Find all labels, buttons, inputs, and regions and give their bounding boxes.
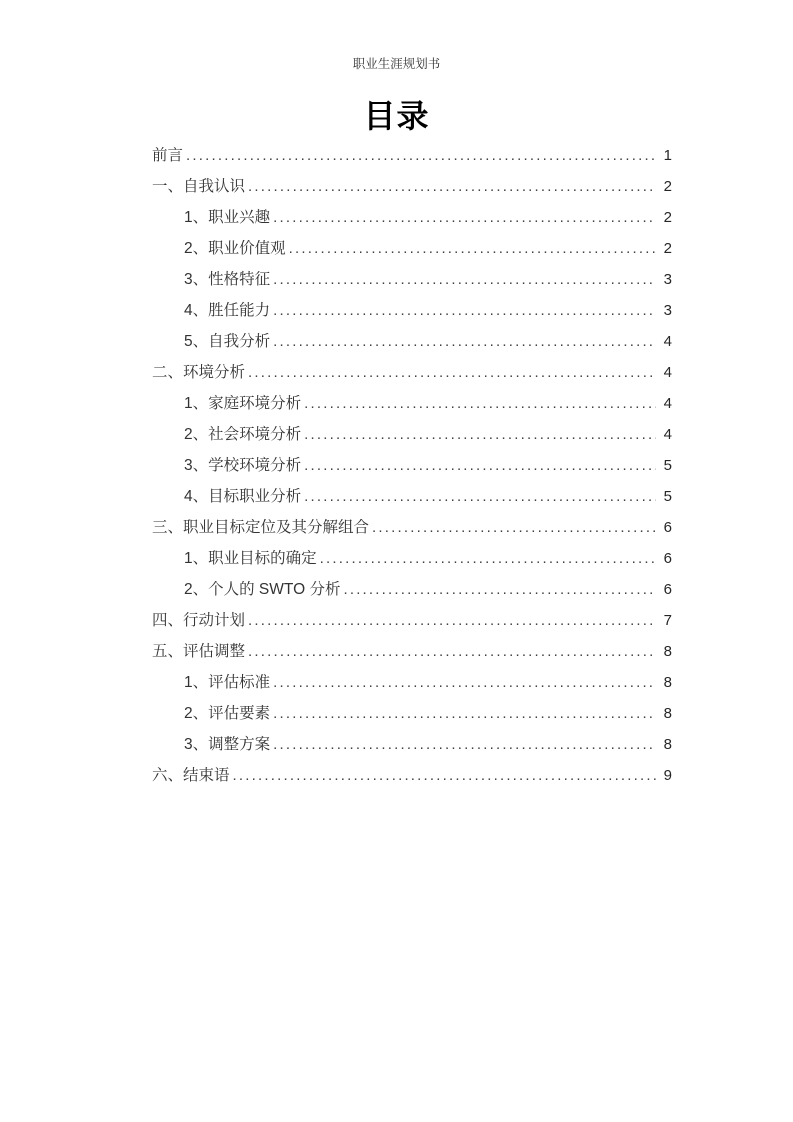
toc-leader-dots: [301, 450, 656, 481]
toc-entry-page: 1: [663, 147, 672, 164]
toc-entry-page: 5: [663, 488, 672, 505]
toc-entry[interactable]: [152, 667, 672, 698]
toc-entry-page: 4: [663, 364, 672, 381]
toc-entry-label: 2、职业价值观: [184, 240, 286, 257]
toc-entry-label: 1、评估标准: [184, 674, 271, 691]
toc-entry-label: 六、结束语: [152, 767, 230, 784]
toc-entry-label: 一、自我认识: [152, 178, 246, 195]
toc-entry[interactable]: [152, 512, 672, 543]
toc-entry[interactable]: [152, 202, 672, 233]
toc-entry-label: 4、目标职业分析: [184, 488, 302, 505]
toc-entry[interactable]: [152, 729, 672, 760]
toc-entry[interactable]: [152, 760, 672, 791]
toc-entry-page: 3: [663, 302, 672, 319]
toc-entry[interactable]: [152, 605, 672, 636]
toc-leader-dots: [317, 543, 656, 574]
toc-entry[interactable]: [152, 481, 672, 512]
toc-entry-page: 2: [663, 240, 672, 257]
toc-entry-label: 3、调整方案: [184, 736, 271, 753]
toc-title: 目录: [363, 98, 430, 134]
toc-entry[interactable]: [152, 264, 672, 295]
toc-entry[interactable]: [152, 450, 672, 481]
toc-leader-dots: [270, 698, 656, 729]
toc-entry-page: 5: [663, 457, 672, 474]
toc-list: [152, 140, 672, 791]
toc-entry-page: 8: [663, 705, 672, 722]
toc-entry[interactable]: [152, 357, 672, 388]
toc-entry-label: 五、评估调整: [152, 643, 246, 660]
toc-leader-dots: [230, 760, 656, 791]
toc-leader-dots: [270, 202, 656, 233]
toc-leader-dots: [286, 233, 656, 264]
toc-entry-label: 1、家庭环境分析: [184, 395, 302, 412]
toc-entry-label: 5、自我分析: [184, 333, 271, 350]
toc-entry-label: 前言: [152, 147, 184, 164]
toc-leader-dots: [369, 512, 656, 543]
toc-entry-page: 8: [663, 643, 672, 660]
toc-entry[interactable]: [152, 698, 672, 729]
toc-entry-label: 2、评估要素: [184, 705, 271, 722]
toc-entry-page: 3: [663, 271, 672, 288]
toc-entry[interactable]: [152, 543, 672, 574]
toc-entry[interactable]: [152, 295, 672, 326]
toc-entry-label: 2、社会环境分析: [184, 426, 302, 443]
document-header-title: 职业生涯规划书: [352, 57, 441, 71]
toc-entry[interactable]: [152, 140, 672, 171]
toc-entry-page: 8: [663, 674, 672, 691]
toc-leader-dots: [270, 326, 656, 357]
toc-entry-page: 4: [663, 333, 672, 350]
toc-leader-dots: [301, 419, 656, 450]
toc-entry[interactable]: [152, 233, 672, 264]
toc-entry[interactable]: [152, 419, 672, 450]
toc-entry-page: 6: [663, 581, 672, 598]
toc-entry-page: 9: [663, 767, 672, 784]
toc-entry-label: 三、职业目标定位及其分解组合: [152, 519, 370, 536]
toc-entry-page: 7: [663, 612, 672, 629]
toc-leader-dots: [270, 667, 656, 698]
toc-entry-label: 二、环境分析: [152, 364, 246, 381]
toc-entry[interactable]: [152, 326, 672, 357]
toc-leader-dots: [245, 636, 656, 667]
toc-entry-page: 4: [663, 395, 672, 412]
toc-entry-page: 8: [663, 736, 672, 753]
toc-entry-page: 6: [663, 519, 672, 536]
toc-entry-label: 1、职业目标的确定: [184, 550, 317, 567]
toc-entry-page: 2: [663, 178, 672, 195]
toc-leader-dots: [270, 264, 656, 295]
toc-entry-page: 2: [663, 209, 672, 226]
toc-leader-dots: [270, 729, 656, 760]
toc-leader-dots: [245, 171, 656, 202]
toc-leader-dots: [301, 481, 656, 512]
toc-entry-label: 1、职业兴趣: [184, 209, 271, 226]
toc-leader-dots: [340, 574, 656, 605]
toc-entry-label: 3、学校环境分析: [184, 457, 302, 474]
toc-entry-label: 4、胜任能力: [184, 302, 271, 319]
toc-entry-label: 四、行动计划: [152, 612, 246, 629]
toc-entry[interactable]: [152, 636, 672, 667]
toc-leader-dots: [301, 388, 656, 419]
toc-leader-dots: [183, 140, 656, 171]
toc-entry-page: 4: [663, 426, 672, 443]
toc-leader-dots: [270, 295, 656, 326]
toc-entry[interactable]: [152, 171, 672, 202]
toc-leader-dots: [245, 605, 656, 636]
toc-entry[interactable]: [152, 388, 672, 419]
toc-leader-dots: [245, 357, 656, 388]
toc-entry-label: 3、性格特征: [184, 271, 271, 288]
toc-entry[interactable]: [152, 574, 672, 605]
toc-entry-page: 6: [663, 550, 672, 567]
toc-entry-label: 2、个人的 SWTO 分析: [184, 581, 341, 598]
